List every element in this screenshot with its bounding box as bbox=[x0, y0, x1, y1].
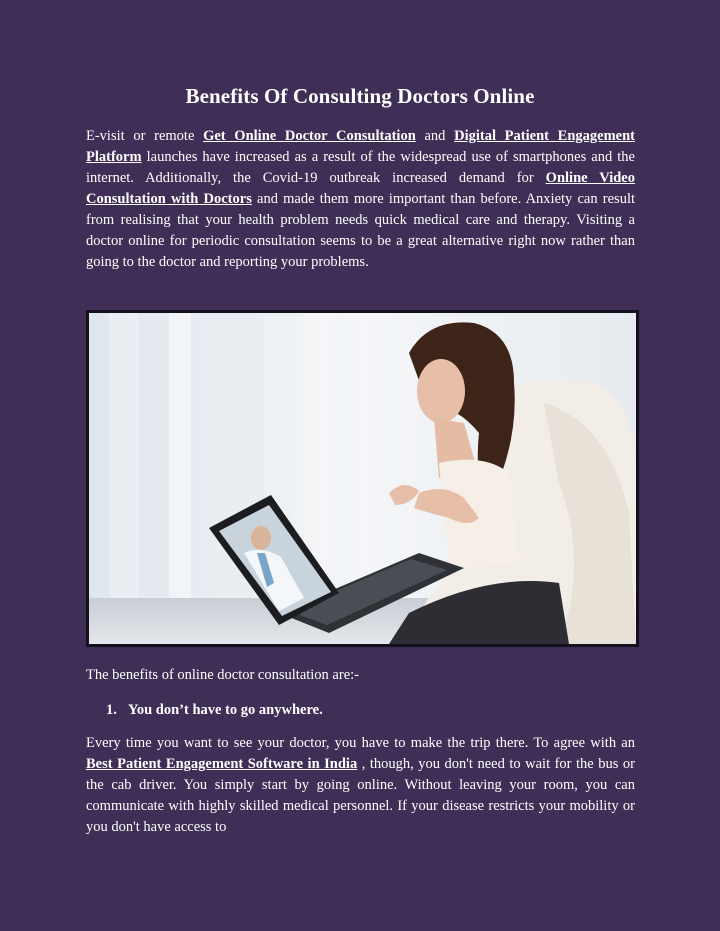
intro-text-4: and made them more important than before. Anxiety can result from realising that your health problem needs quick medical care and therapy. Visiting a doctor online for periodic consultation seems to be a great alternative right now rather than going to the doctor and reporting your problems. bbox=[86, 191, 635, 270]
get-online-doctor-consultation-link[interactable]: Get Online Doctor Consultation bbox=[203, 128, 416, 144]
benefits-intro: The benefits of online doctor consultation are:- bbox=[86, 667, 359, 683]
page-title: Benefits Of Consulting Doctors Online bbox=[185, 84, 535, 108]
intro-text-3: launches have increased as a result of the widespread use of smartphones and the internet. Additionally, the Covid-19 outbreak increased demand for bbox=[86, 149, 635, 186]
list-item bbox=[106, 702, 323, 719]
list-item-text: You don’t have to go anywhere. bbox=[128, 702, 323, 718]
woman-video-call-photo bbox=[86, 310, 639, 647]
intro-paragraph bbox=[86, 126, 635, 273]
digital-patient-engagement-link[interactable]: Digital Patient Engagement Platform bbox=[86, 128, 635, 165]
benefit-text-2: , though, you don't need to wait for the bus or the cab driver. You simply start by going online. Without leaving your room, you can communicate with highly skilled medical personnel. If your disease restricts your mobility or you don't have access to bbox=[86, 756, 635, 835]
list-item-number: 1. bbox=[106, 702, 117, 718]
benefit-paragraph bbox=[86, 733, 635, 838]
intro-text-2: and bbox=[415, 128, 455, 144]
benefit-text-1: Every time you want to see your doctor, you have to make the trip there. To agree with an bbox=[86, 735, 635, 751]
online-video-consultation-link[interactable]: Online Video Consultation with Doctors bbox=[86, 170, 635, 207]
best-patient-engagement-software-link[interactable]: Best Patient Engagement Software in India bbox=[86, 756, 358, 772]
intro-text-1: E-visit or remote bbox=[86, 128, 204, 144]
